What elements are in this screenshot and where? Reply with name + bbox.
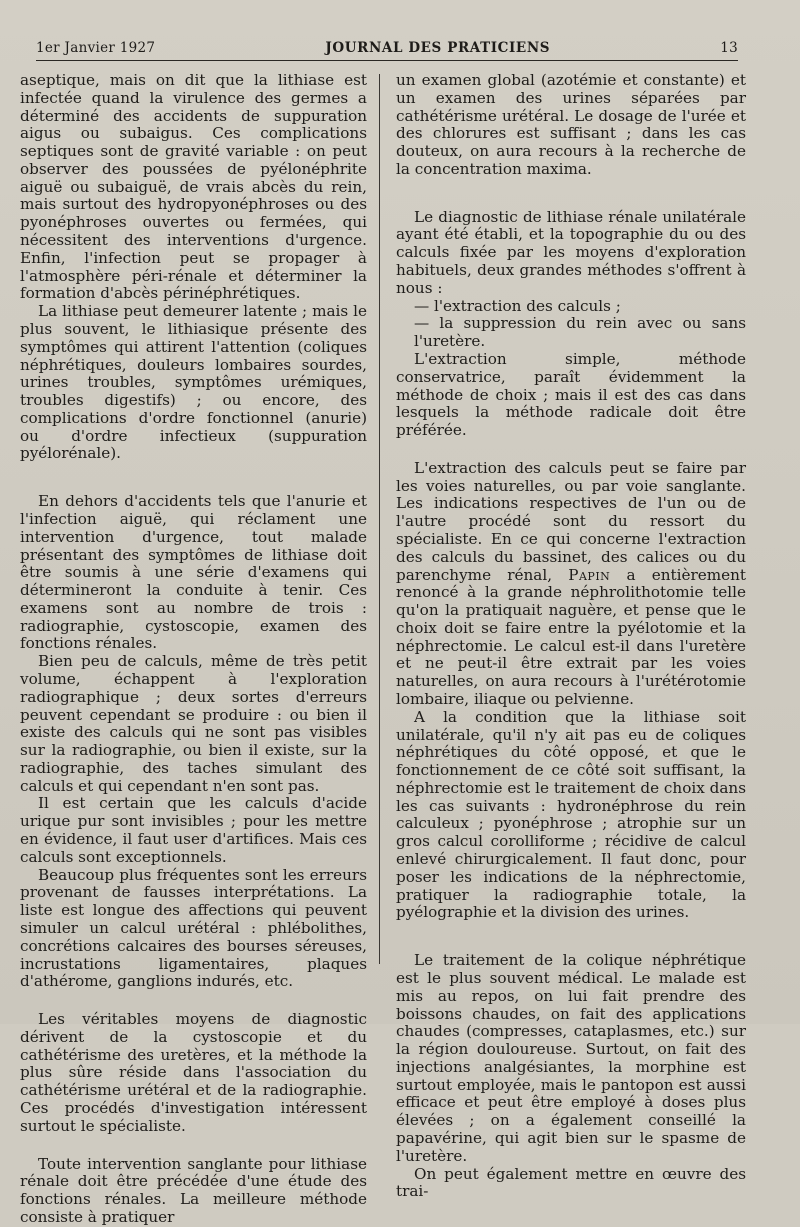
- header-page-number: 13: [720, 40, 738, 56]
- page-header: [36, 36, 738, 61]
- left-paragraph-3: En dehors d'accidents tels que l'anurie et l'infection aiguë, qui réclament une intervention d'urgence, tout malade présentant des symptômes de lithiase doit être soumis à une série d'examens qui détermineront la conduite à tenir. Ces examens sont au nombre de trois : radiographie, cystoscopie, examen des fonctions rénales.: [20, 492, 367, 653]
- right-paragraph-4-start: L'extraction des calculs peut se faire par les voies naturelles, ou par voie sanglante. Les indications respectives de l'un ou de l'autre procédé sont du ressort du spécialiste. En ce qui concerne l'extraction des calculs du bassinet, des calices ou du parenchyme rénal,: [396, 458, 746, 584]
- right-paragraph-6: Le traitement de la colique néphrétique est le plus souvent médical. Le malade est mis au repos, on lui fait prendre des boissons chaudes, on fait des applications chaudes (compresses, cataplasmes, etc.) sur la région douloureuse. Surtout, on fait des injections analgésiantes, la morphine est surtout employée, mais le pantopon est aussi efficace et peut être employé à doses plus élevées ; on a également conseillé la papavérine, qui agit bien sur le spasme de l'uretère.: [396, 951, 746, 1165]
- right-paragraph-4-end: a entièrement renoncé à la grande néphrolithotomie telle qu'on la pratiquait naguère, et pense que le choix doit se faire entre la pyélotomie et la néphrectomie. Le calcul est-il dans l'uretère et ne peut-il être extrait par les voies naturelles, on aura recours à l'urétérotomie lombaire, iliaque ou pelvienne.: [396, 565, 746, 708]
- left-paragraph-6: Beaucoup plus fréquentes sont les erreurs provenant de fausses interprétations. La liste est longue des affections qui peuvent simuler un calcul urétéral : phlébolithes, concrétions calcaires des bourses séreuses, incrustations ligamentaires, plaques d'athérome, ganglions indurés, etc.: [20, 865, 367, 991]
- right-list-item-1: — l'extraction des calculs ;: [414, 296, 621, 315]
- column-divider: [379, 74, 380, 964]
- left-paragraph-5: Il est certain que les calculs d'acide urique pur sont invisibles ; pour les mettre en évidence, il faut user d'artifices. Mais ces calculs sont exceptionnels.: [20, 794, 367, 866]
- author-name-papin: Papin: [568, 565, 611, 584]
- right-paragraph-1: un examen global (azotémie et constante) et un examen des urines séparées par cathétérisme urétéral. Le dosage de l'urée et des chlorures est suffisant ; dans les cas douteux, on aura recours à la recherche de la concentration maxima.: [396, 71, 746, 178]
- text-columns: [20, 71, 746, 1226]
- left-paragraph-7: Les véritables moyens de diagnostic dérivent de la cystoscopie et du cathétérisme des uretères, et la méthode la plus sûre réside dans l'association du cathétérisme urétéral et de la radiographie. Ces procédés d'investigation intéressent surtout le spécialiste.: [20, 1010, 367, 1135]
- left-paragraph-1: aseptique, mais on dit que la lithiase est infectée quand la virulence des germes a déterminé des accidents de suppuration aigus ou subaigus. Ces complications septiques sont de gravité variable : on peut observer des poussées de pyélonéphrite aiguë ou subaiguë, de vrais abcès du rein, mais surtout des hydropyonéphroses ou des pyonéphroses ouvertes ou fermées, qui nécessitent des interventions d'urgence. Enfin, l'infection peut se propager à l'atmosphère péri-rénale et déterminer la formation d'abcès périnéphrétiques.: [20, 71, 367, 303]
- left-paragraph-4: Bien peu de calculs, même de très petit volume, échappent à l'exploration radiographique ; deux sortes d'erreurs peuvent cependant se produire : ou bien il existe des calculs qui ne sont pas visibles sur la radiographie, ou bien il existe, sur la radiographie, des taches simulant des calculs et qui cependant n'en sont pas.: [20, 652, 367, 795]
- right-paragraph-2: Le diagnostic de lithiase rénale unilatérale ayant été établi, et la topographie du ou des calculs fixée par les moyens d'exploration habituels, deux grandes méthodes s'offrent à nous :: [396, 207, 746, 297]
- right-list-item-2: — la suppression du rein avec ou sans l'uretère.: [414, 314, 746, 351]
- header-date: 1er Janvier 1927: [36, 40, 156, 56]
- right-paragraph-7: On peut également mettre en œuvre des trai-: [396, 1164, 746, 1201]
- right-paragraph-4: [396, 460, 746, 709]
- left-paragraph-2: La lithiase peut demeurer latente ; mais le plus souvent, le lithiasique présente des symptômes qui attirent l'attention (coliques néphrétiques, douleurs lombaires sourdes, urines troubles, symptômes urémiques, troubles digestifs) ; ou encore, des complications d'ordre fonctionnel (anurie) ou d'ordre infectieux (suppuration pyélorénale).: [20, 302, 367, 463]
- header-journal-title: JOURNAL DES PRATICIENS: [325, 40, 551, 56]
- left-paragraph-8: Toute intervention sanglante pour lithiase rénale doit être précédée d'une étude des fonctions rénales. La meilleure méthode consiste à pratiquer: [20, 1154, 367, 1226]
- right-column: [396, 72, 746, 1201]
- left-column: [20, 72, 367, 1227]
- right-paragraph-3: L'extraction simple, méthode conservatrice, paraît évidemment la méthode de choix ; mais il est des cas dans lesquels la méthode radicale doit être préférée.: [396, 349, 746, 440]
- right-paragraph-5: A la condition que la lithiase soit unilatérale, qu'il n'y ait pas eu de coliques néphrétiques du côté opposé, et que le fonctionnement de ce côté soit suffisant, la néphrectomie est le traitement de choix dans les cas suivants : hydronéphrose du rein calculeux ; pyonéphrose ; atrophie sur un gros calcul corolliforme ; récidive de calcul enlevé chirurgicalement. Il faut donc, pour poser les indications de la néphrectomie, pratiquer la radiographie totale, la pyélographie et la division des urines.: [396, 707, 746, 922]
